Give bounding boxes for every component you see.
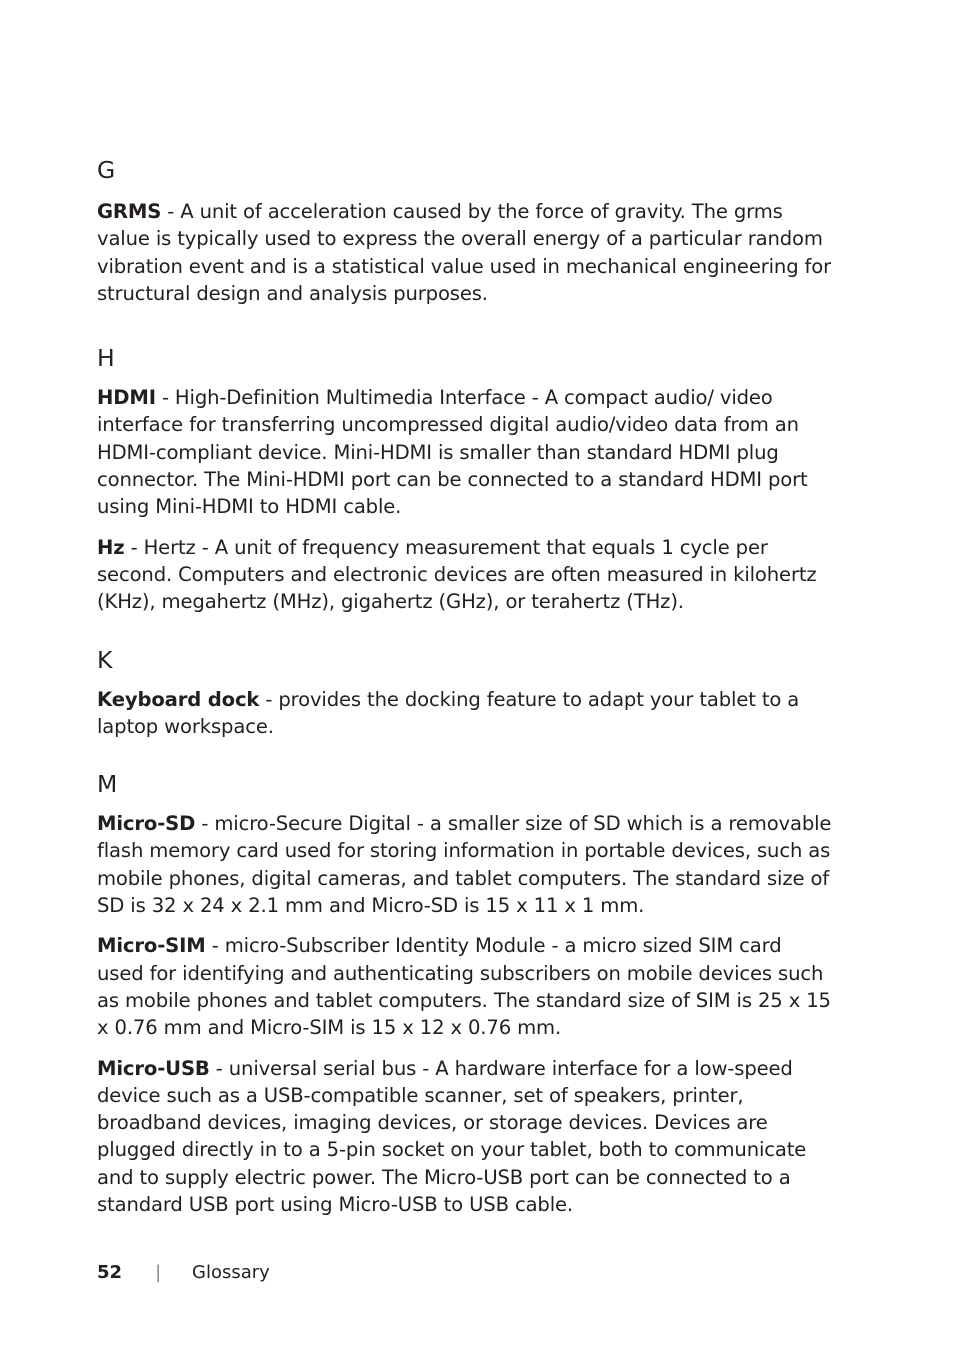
glossary-definition: - micro-Secure Digital - a smaller size of SD which is a removable flash memory card used for storing information in portable devices, such as mobile phones, digital cameras, and tablet computers. The standard size of SD is 32 x 24 x 2.1 mm and Micro-SD is 15 x 11 x 1 mm.: [97, 812, 832, 918]
glossary-term: Micro-USB: [97, 1056, 210, 1080]
glossary-definition: - High-Definition Multimedia Interface - A compact audio/ video interface for transferring uncompressed digital audio/video data from an HDMI-compliant device. Mini-HDMI is smaller than standard HDMI plug connector. The Mini-HDMI port can be connected to a standard HDMI port using Mini-HDMI to HDMI cable.: [97, 386, 808, 519]
glossary-entry-micro-sim: [97, 932, 832, 1041]
glossary-term: Micro-SIM: [97, 934, 206, 958]
glossary-entry-keyboard-dock: [97, 686, 832, 741]
page-number: 52: [97, 1262, 123, 1283]
glossary-definition: - micro-Subscriber Identity Module - a micro sized SIM card used for identifying and authenticating subscribers on mobile devices such as mobile phones and tablet computers. The standard size of SIM is 25 x 15 x 0.76 mm and Micro-SIM is 15 x 12 x 0.76 mm.: [97, 934, 831, 1040]
glossary-entry-hdmi: [97, 384, 832, 520]
glossary-term: Micro-SD: [97, 812, 196, 836]
chapter-name: Glossary: [192, 1262, 270, 1283]
glossary-page: [97, 150, 832, 1218]
section-letter-h: H: [97, 344, 115, 373]
glossary-definition: - universal serial bus - A hardware interface for a low-speed device such as a USB-compatible scanner, set of speakers, printer, broadband devices, imaging devices, or storage devices. Devices are plugged directly in to a 5-pin socket on your tablet, both to communicate and to supply electric power. The Micro-USB port can be connected to a standard USB port using Micro-USB to USB cable.: [97, 1056, 807, 1217]
glossary-entry-hz: [97, 534, 832, 616]
glossary-term: Hz: [97, 535, 125, 559]
glossary-entry-micro-sd: [97, 810, 832, 919]
glossary-entry-grms: [97, 198, 832, 307]
glossary-term: GRMS: [97, 200, 162, 223]
glossary-term: Keyboard dock: [97, 687, 260, 711]
page-footer: [97, 1260, 270, 1286]
section-letter-k: K: [97, 645, 113, 674]
glossary-definition: - provides the docking feature to adapt your tablet to a laptop workspace.: [97, 687, 800, 738]
section-letter-g: G: [97, 156, 116, 184]
glossary-definition: - Hertz - A unit of frequency measurement that equals 1 cycle per second. Computers and electronic devices are often measured in kilohertz (KHz), megahertz (MHz), gigahertz (GHz), or terahertz (THz).: [97, 535, 817, 614]
section-letter-m: M: [97, 770, 118, 799]
glossary-definition: - A unit of acceleration caused by the force of gravity. The grms value is typically used to express the overall energy of a particular random vibration event and is a statistical value used in mechanical engineering for structural design and analysis purposes.: [97, 200, 832, 305]
glossary-term: HDMI: [97, 386, 156, 410]
glossary-entry-micro-usb: [97, 1055, 832, 1219]
footer-separator: |: [155, 1262, 162, 1283]
